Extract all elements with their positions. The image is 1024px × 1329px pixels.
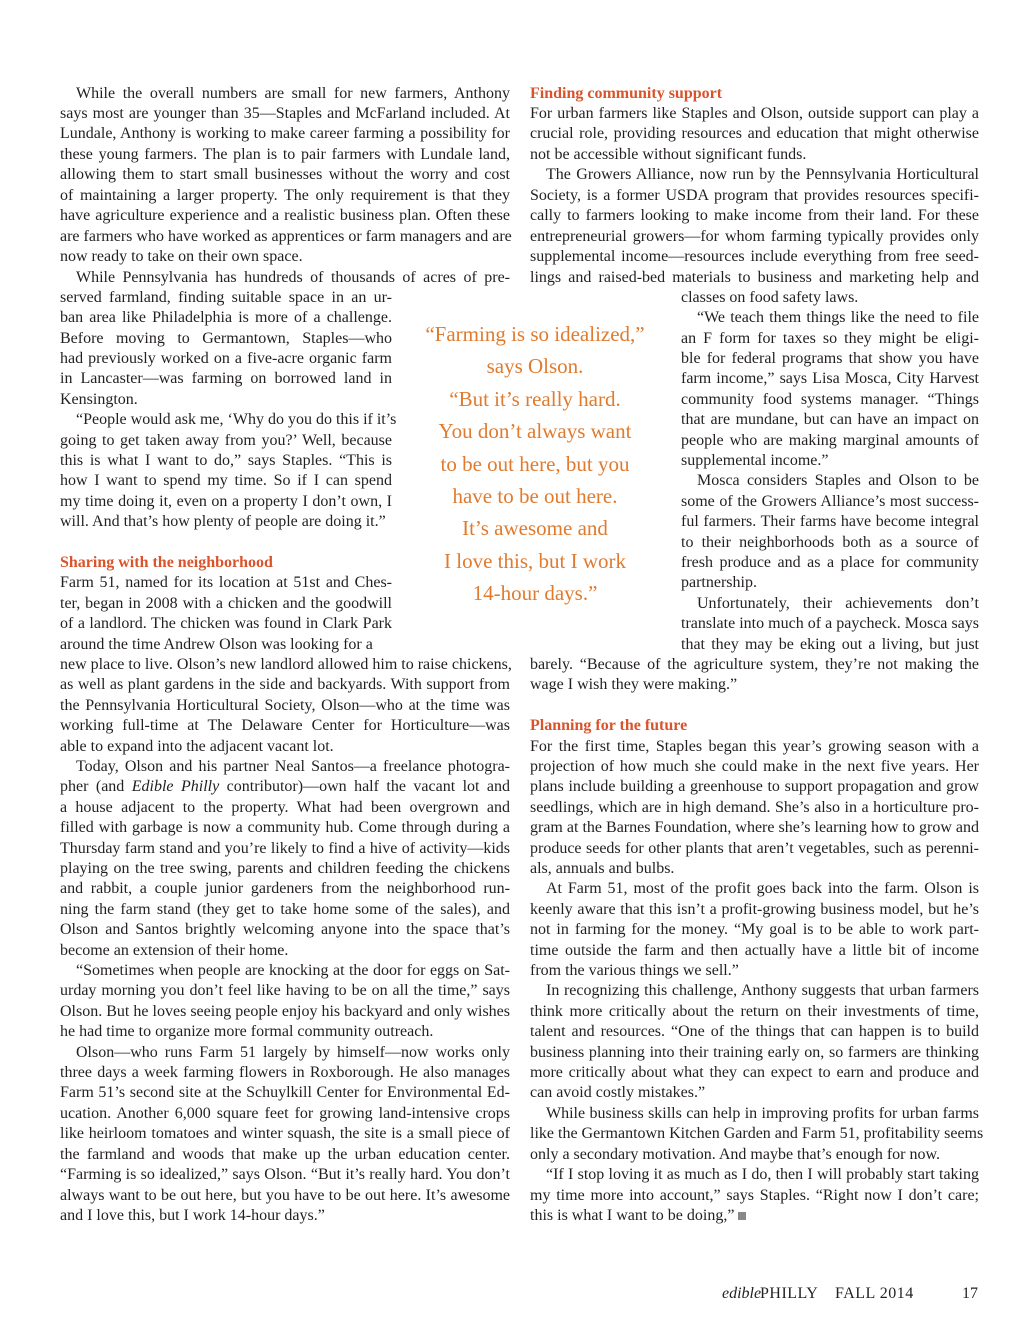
col1-text-line: “Farming is so idealized,” says Olson. “But it’s really hard. You don’t (60, 1166, 510, 1183)
col2-text-line: produce seeds for other plants that aren’t vegetables, such as perenni- (530, 840, 979, 857)
col2-text-line: people who are making marginal amounts of (681, 432, 979, 449)
col1-text-line: ning the farm stand (they get to take home some of the sales), and (60, 901, 510, 918)
col2-text-line: classes on food safety laws. (681, 289, 859, 306)
col1-text-line: will. And that’s how plenty of people are doing it.” (60, 513, 386, 530)
col1-text-line: become an extension of their home. (60, 942, 289, 959)
col2-text-line: ful farmers. Their farms have become integral (681, 513, 979, 530)
col1-text-line: and I love this, but I work 14-hour days.” (60, 1207, 325, 1224)
col2-text-line: only a secondary motivation. And maybe that’s enough for now. (530, 1146, 940, 1163)
pull-quote-line: have to be out here. (452, 484, 618, 508)
col1-text-fragment: contributor)—own half the vacant lot and (219, 778, 511, 795)
col1-text-line: ter, began in 2008 with a chicken and the goodwill (60, 595, 392, 612)
footer-issue-date: FALL 2014 (835, 1285, 914, 1302)
col1-text-line: new place to live. Olson’s new landlord allowed him to raise chickens, (60, 656, 512, 673)
col2-text-line: that are mundane, but can have an impact on (681, 411, 979, 428)
col1-text-line: working full-time at The Delaware Center for Horticulture—was (60, 717, 510, 734)
col2-text-line: wage I wish they were making.” (530, 676, 738, 693)
pull-quote-line: It’s awesome and (462, 516, 608, 541)
col1-text-line: ban area like Philadelphia is more of a challenge. (60, 309, 392, 326)
heading-sharing-with-the-neighborhood: Sharing with the neighborhood (60, 554, 273, 571)
pull-quote-line: “But it’s really hard. (449, 386, 621, 411)
col2-text-line: fresh produce and as a place for community (681, 554, 979, 571)
col2-text-line: Mosca considers Staples and Olson to be (697, 472, 979, 489)
col2-text-line: entrepreneurial growers—for whom farming typically provides only (530, 228, 979, 245)
col2-text-line: crucial role, providing resources and education that might otherwise (530, 125, 979, 142)
col1-text-line: urday morning you don’t feel like having to be on all the time,” says (60, 982, 510, 999)
col2-text-line: this is what I want to be doing,” (530, 1206, 979, 1226)
col2-text-line: from the various things we sell.” (530, 962, 739, 979)
col2-text-line: farm income,” says Lisa Mosca, City Harvest (681, 370, 979, 387)
col2-text-line: not in farming for the money. “My goal is to be able to work part- (530, 921, 979, 938)
col1-text-line-mixed (60, 777, 510, 797)
col1-text-line: Olson and Santos brightly welcoming anyone into the space that’s (60, 921, 510, 938)
col2-text-line: not be accessible without significant funds. (530, 146, 807, 163)
pull-quote-line: “Farming is so idealized,” (425, 322, 645, 346)
footer-brand-philly: PHILLY (760, 1285, 819, 1302)
col2-text-line: Unfortunately, their achievements don’t (697, 595, 979, 612)
col1-text-line: my time doing it, even on a property I don’t own, I (60, 493, 392, 510)
col1-text-line: around the time Andrew Olson was looking for a (60, 636, 373, 653)
col1-text-line: Olson—who runs Farm 51 largely by himself—now works only (76, 1044, 510, 1061)
col2-text-line: At Farm 51, most of the profit goes back into the farm. Olson is (546, 880, 979, 897)
col2-text-line: supplemental income—resources include everything from free seed- (530, 248, 979, 265)
col1-text-fragment: pher (and (60, 778, 132, 795)
col2-text-line: partnership. (681, 574, 757, 591)
col1-text-line: these young farmers. The plan is to pair farmers with Lundale land, (60, 146, 510, 163)
col2-text-line: think more critically about the return on their investments of time, (530, 1003, 979, 1020)
col1-text-line: Thursday farm stand and you’re likely to find a hive of activity—kids (60, 840, 510, 857)
col2-text-line: more critically about what they can expect to earn and produce and (530, 1064, 979, 1081)
col1-text-line: going to get taken away from you?’ Well, because (60, 432, 392, 449)
col2-text-line: community food systems manager. “Things (681, 391, 979, 408)
col1-text-line: While the overall numbers are small for new farmers, Anthony (76, 85, 510, 102)
col1-text-line: Today, Olson and his partner Neal Santos—a freelance photogra- (76, 758, 510, 775)
col1-text-line: in Lancaster—was farming on borrowed land in (60, 370, 392, 387)
col2-text-line: some of the Growers Alliance’s most success- (681, 493, 979, 510)
col1-text-line: now ready to take on their own space. (60, 248, 303, 265)
col2-text-line: For the first time, Staples began this year’s growing season with a (530, 738, 979, 755)
col2-text-line: cally to farmers looking to make income from their land. For these (530, 207, 979, 224)
col1-text-line: always want to be out here, but you have to be out here. It’s awesome (60, 1187, 510, 1204)
col2-text-line: my time more into account,” says Staples. “Right now I don’t care; (530, 1187, 979, 1204)
col1-text-line: says most are younger than 35—Staples and McFarland included. At (60, 105, 510, 122)
col2-text-line: gram at the Barnes Foundation, where she’s learning how to grow and (530, 819, 979, 836)
col2-text-line: seedlings, which are in high demand. She’s also in a horticulture pro- (530, 799, 979, 816)
col1-text-line: have agriculture experience and a realistic business plan. Often these (60, 207, 510, 224)
col1-text-line: of a landlord. The chicken was found in Clark Park (60, 615, 392, 632)
col1-text-line: served farmland, finding suitable space in an ur- (60, 289, 392, 306)
heading-finding-community-support: Finding community support (530, 85, 723, 102)
col1-text-line: ucation. Another 6,000 square feet for growing land-intensive crops (60, 1105, 510, 1122)
col2-text-line: “If I stop loving it as much as I do, then I will probably start taking (546, 1166, 979, 1183)
col2-text-line: The Growers Alliance, now run by the Pennsylvania Horticultural (546, 166, 979, 183)
col2-text-line: plans include building a greenhouse to support propagation and grow (530, 778, 979, 795)
col1-text-line: of maintaining a larger property. The only requirement is that they (60, 187, 510, 204)
page-number: 17 (962, 1285, 978, 1302)
col1-text-line: how I want to spend my time. So if I can spend (60, 472, 392, 489)
col2-text-line: “We teach them things like the need to file (697, 309, 979, 326)
col1-text-line: Kensington. (60, 391, 138, 408)
col1-text-line: like heirloom tomatoes and winter squash, the site is a small piece of (60, 1125, 510, 1142)
col2-text-line: projection of how much she could make in the next five years. Her (530, 758, 979, 775)
col1-text-line: Farm 51’s second site at the Schuylkill Center for Environmental Ed- (60, 1084, 510, 1101)
col1-text-line: the farmland and woods that make up the urban education center. (60, 1146, 510, 1163)
heading-planning-for-the-future: Planning for the future (530, 717, 688, 734)
col2-text-line: Society, is a former USDA program that provides resources specifi- (530, 187, 979, 204)
pull-quote-line: I love this, but I work (444, 548, 626, 573)
col1-text-line: playing on the tree swing, parents and children feeding the chickens (60, 860, 510, 877)
col2-text-line: an F form for taxes so they might be eligi- (681, 330, 979, 347)
col1-text-line: Farm 51, named for its location at 51st and Ches- (60, 574, 392, 591)
col1-text-line: allowing them to start small businesses without the worry and cost (60, 166, 510, 183)
col2-text-line: time outside the farm and then actually have a little bit of income (530, 942, 979, 959)
col2-text-line: like the Germantown Kitchen Garden and Farm 51, profitability seems (530, 1125, 984, 1142)
pull-quote-line: You don’t always want (438, 419, 632, 444)
col1-text-line: While Pennsylvania has hundreds of thousands of acres of pre- (76, 269, 510, 286)
col2-text-line: can avoid costly mistakes.” (530, 1084, 706, 1101)
col2-text-line: translate into much of a paycheck. Mosca says (681, 615, 979, 632)
footer-brand-edible: edible (722, 1285, 762, 1302)
pull-quote-line: to be out here, but you (440, 451, 630, 476)
col2-text-line: business planning into their training early on, so farmers are thinking (530, 1044, 979, 1061)
col1-text-line: able to expand into the adjacent vacant lot. (60, 738, 334, 755)
col1-text-line: a house adjacent to the property. What had been overgrown and (60, 799, 510, 816)
col2-text-line: that they may be eking out a living, but just (681, 636, 979, 653)
col2-text-line: ble for federal programs that show you have (681, 350, 979, 367)
col1-text-line: and rabbit, a couple junior gardeners from the neighborhood run- (60, 880, 510, 897)
col2-text-line: keenly aware that this isn’t a profit-growing business model, but he’s (530, 901, 979, 918)
col1-text-line: “People would ask me, ‘Why do you do this if it’s (76, 411, 397, 428)
col2-text-line: talent and resources. “One of the things that can happen is to build (530, 1023, 979, 1040)
col1-text-line: Before moving to Germantown, Staples—who (60, 330, 392, 347)
pull-quote-line: says Olson. (486, 354, 584, 379)
col1-text-line: filled with garbage is now a community hub. Come through during a (60, 819, 510, 836)
col1-text-line: he had time to organize more formal community outreach. (60, 1023, 434, 1040)
col1-text-line: this is what I want to do,” says Staples. “This is (60, 452, 392, 469)
col2-text-line: In recognizing this challenge, Anthony suggests that urban farmers (546, 982, 979, 999)
col2-text-line: lings and raised-bed materials to business and marketing help and (530, 269, 979, 286)
col1-text-line: had previously worked on a five-acre organic farm (60, 350, 392, 367)
col1-text-line: three days a week farming flowers in Roxborough. He also manages (60, 1064, 510, 1081)
col1-text-line: Olson. But he loves seeing people enjoy his backyard and only wishes (60, 1003, 510, 1020)
end-mark-icon (738, 1212, 746, 1220)
magazine-title-italic: Edible Philly (131, 778, 220, 795)
pull-quote-line: 14-hour days.” (472, 581, 598, 606)
col1-text-line: the Pennsylvania Horticultural Society, Olson—who at the time was (60, 697, 510, 714)
col1-text-line: “Sometimes when people are knocking at the door for eggs on Sat- (76, 962, 510, 979)
col2-text-line: supplemental income.” (681, 452, 829, 469)
col2-text-line: While business skills can help in improving profits for urban farms (546, 1105, 979, 1122)
col2-text-line: to their neighborhoods both as a source of (681, 534, 979, 551)
col1-text-line: as well as plant gardens in the side and backyards. With support from (60, 676, 510, 693)
col1-text-line: are farmers who have worked as apprentices or farm managers and are (60, 228, 512, 245)
col2-text-line: barely. “Because of the agriculture system, they’re not making the (530, 656, 979, 673)
col2-text-line: For urban farmers like Staples and Olson, outside support can play a (530, 105, 979, 122)
col2-text-line: als, annuals and bulbs. (530, 860, 675, 877)
col1-text-line: Lundale, Anthony is working to make career farming a possibility for (60, 125, 510, 142)
